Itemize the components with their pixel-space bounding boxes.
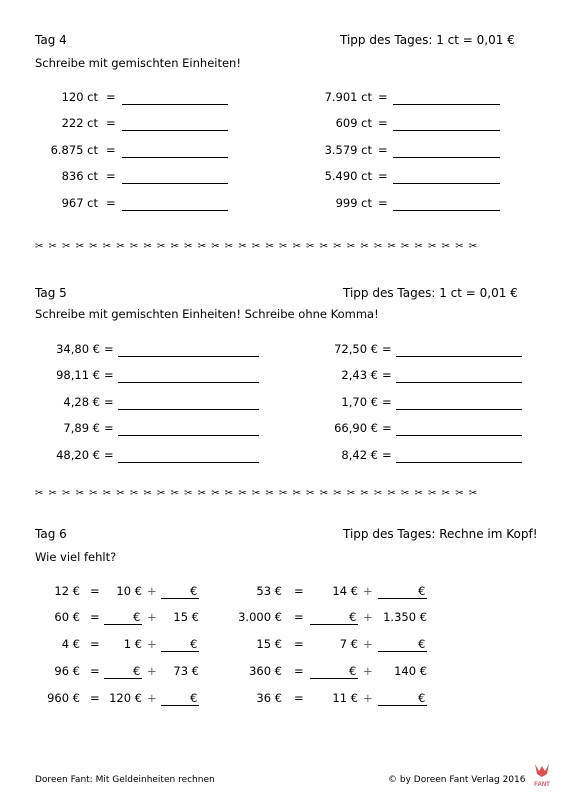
- tag6-right-plus: +: [363, 664, 373, 678]
- tag6-left-answer-line[interactable]: [104, 624, 142, 625]
- tag6-right-answer-line[interactable]: [310, 624, 358, 625]
- tag6-left-given-a: 120 €: [109, 691, 142, 705]
- tag4-left-amount: 6.875 ct: [50, 143, 98, 157]
- tag4-right-answer-line[interactable]: [393, 183, 500, 184]
- tag5-right-answer-line[interactable]: [396, 435, 522, 436]
- tag6-right-eq: =: [294, 664, 304, 678]
- tag6-right-eq: =: [294, 691, 304, 705]
- tag5-right-answer-line[interactable]: [396, 356, 522, 357]
- tag6-left-given-a: 10 €: [116, 584, 142, 598]
- tag5-right-eq: =: [382, 448, 392, 462]
- tag4-left-answer-line[interactable]: [122, 104, 228, 105]
- tag5-left-amount: 98,11 €: [56, 368, 100, 382]
- tag6-left-eq: =: [90, 610, 100, 624]
- tag5-right-answer-line[interactable]: [396, 382, 522, 383]
- tag5-left-answer-line[interactable]: [118, 462, 259, 463]
- tag4-left-answer-line[interactable]: [122, 157, 228, 158]
- tag4-left-amount: 120 ct: [61, 90, 98, 104]
- tag6-left-eq: =: [90, 637, 100, 651]
- tag5-left-amount: 7,89 €: [63, 421, 100, 435]
- tag6-left-euro: €: [190, 637, 198, 651]
- tag6-right-euro: €: [418, 691, 426, 705]
- tag6-left-total: 96 €: [54, 664, 80, 678]
- tag6-left-given-b: 73 €: [173, 664, 199, 678]
- tag6-right-euro: €: [349, 610, 357, 624]
- tag6-right-total: 53 €: [256, 584, 282, 598]
- tag6-left-answer-line[interactable]: [104, 678, 142, 679]
- tag5-title: Tag 5: [35, 286, 67, 300]
- tag4-right-answer-line[interactable]: [393, 104, 500, 105]
- tag4-right-amount: 609 ct: [335, 116, 372, 130]
- tag6-left-euro: €: [190, 691, 198, 705]
- tag6-right-given-b: 140 €: [394, 664, 427, 678]
- tag6-right-plus: +: [363, 637, 373, 651]
- tag6-right-given-a: 14 €: [332, 584, 358, 598]
- tag5-left-eq: =: [104, 368, 114, 382]
- tag6-left-total: 60 €: [54, 610, 80, 624]
- tag5-left-answer-line[interactable]: [118, 435, 259, 436]
- tag5-left-amount: 34,80 €: [56, 342, 100, 356]
- tag4-left-answer-line[interactable]: [122, 210, 228, 211]
- tag6-left-euro: €: [190, 584, 198, 598]
- tag5-right-eq: =: [382, 342, 392, 356]
- publisher-logo-icon: [529, 762, 555, 788]
- tag4-right-amount: 7.901 ct: [324, 90, 372, 104]
- tag4-left-eq: =: [106, 90, 116, 104]
- tag6-right-plus: +: [363, 584, 373, 598]
- tag6-left-plus: +: [147, 691, 157, 705]
- tag5-right-amount: 72,50 €: [334, 342, 378, 356]
- tag6-left-euro: €: [133, 664, 141, 678]
- tag4-right-eq: =: [378, 143, 388, 157]
- tag4-left-amount: 836 ct: [61, 169, 98, 183]
- tag6-right-given-a: 7 €: [339, 637, 358, 651]
- tag5-instruction: Schreibe mit gemischten Einheiten! Schreibe ohne Komma!: [35, 307, 379, 321]
- footer-left: Doreen Fant: Mit Geldeinheiten rechnen: [35, 775, 215, 785]
- tag4-right-eq: =: [378, 169, 388, 183]
- tag5-right-eq: =: [382, 368, 392, 382]
- tag6-right-eq: =: [294, 637, 304, 651]
- tag6-title: Tag 6: [35, 527, 67, 541]
- cut-line-1: ✂ ✂ ✂ ✂ ✂ ✂ ✂ ✂ ✂ ✂ ✂ ✂ ✂ ✂ ✂ ✂ ✂ ✂ ✂ ✂ ✂ ✂ ✂ ✂ ✂ ✂ ✂ ✂ ✂ ✂ ✂ ✂ ✂: [35, 241, 479, 252]
- footer-right: © by Doreen Fant Verlag 2016: [388, 775, 526, 785]
- tag6-left-total: 12 €: [54, 584, 80, 598]
- tag5-right-eq: =: [382, 395, 392, 409]
- tag4-left-eq: =: [106, 116, 116, 130]
- tag6-instruction: Wie viel fehlt?: [35, 550, 117, 564]
- tag5-right-amount: 66,90 €: [334, 421, 378, 435]
- tag6-right-answer-line[interactable]: [378, 598, 427, 599]
- tag5-left-answer-line[interactable]: [118, 409, 259, 410]
- tag4-left-eq: =: [106, 143, 116, 157]
- tag4-title: Tag 4: [35, 33, 67, 47]
- tag6-right-total: 15 €: [256, 637, 282, 651]
- tag6-left-plus: +: [147, 664, 157, 678]
- tag6-left-answer-line[interactable]: [161, 705, 199, 706]
- tag6-left-given-a: 1 €: [123, 637, 142, 651]
- tag6-right-euro: €: [418, 584, 426, 598]
- tag6-right-answer-line[interactable]: [378, 705, 427, 706]
- tag5-right-amount: 1,70 €: [341, 395, 378, 409]
- tag5-left-eq: =: [104, 395, 114, 409]
- tag5-tip: Tipp des Tages: 1 ct = 0,01 €: [343, 286, 518, 300]
- tag6-left-eq: =: [90, 584, 100, 598]
- tag5-right-eq: =: [382, 421, 392, 435]
- tag4-right-amount: 5.490 ct: [324, 169, 372, 183]
- tag4-left-eq: =: [106, 196, 116, 210]
- tag5-left-answer-line[interactable]: [118, 382, 259, 383]
- tag4-instruction: Schreibe mit gemischten Einheiten!: [35, 56, 241, 70]
- tag6-right-answer-line[interactable]: [378, 651, 427, 652]
- tag4-right-eq: =: [378, 116, 388, 130]
- tag6-right-euro: €: [349, 664, 357, 678]
- tag6-right-given-b: 1.350 €: [383, 610, 427, 624]
- tag6-left-total: 960 €: [47, 691, 80, 705]
- tag4-right-eq: =: [378, 196, 388, 210]
- tag5-left-eq: =: [104, 421, 114, 435]
- tag4-right-eq: =: [378, 90, 388, 104]
- tag6-left-total: 4 €: [61, 637, 80, 651]
- tag6-left-plus: +: [147, 584, 157, 598]
- tag6-right-euro: €: [418, 637, 426, 651]
- tag6-left-eq: =: [90, 691, 100, 705]
- tag4-right-answer-line[interactable]: [393, 130, 500, 131]
- tag6-right-answer-line[interactable]: [310, 678, 358, 679]
- tag6-right-given-a: 11 €: [332, 691, 358, 705]
- tag6-left-euro: €: [133, 610, 141, 624]
- tag6-left-plus: +: [147, 610, 157, 624]
- tag4-right-answer-line[interactable]: [393, 210, 500, 211]
- tag5-right-answer-line[interactable]: [396, 462, 522, 463]
- tag4-right-answer-line[interactable]: [393, 157, 500, 158]
- tag6-right-total: 36 €: [256, 691, 282, 705]
- tag6-left-answer-line[interactable]: [161, 651, 199, 652]
- tag5-left-eq: =: [104, 342, 114, 356]
- tag5-left-eq: =: [104, 448, 114, 462]
- svg-text:FANT: FANT: [534, 782, 550, 788]
- tag5-right-amount: 2,43 €: [341, 368, 378, 382]
- cut-line-2: ✂ ✂ ✂ ✂ ✂ ✂ ✂ ✂ ✂ ✂ ✂ ✂ ✂ ✂ ✂ ✂ ✂ ✂ ✂ ✂ ✂ ✂ ✂ ✂ ✂ ✂ ✂ ✂ ✂ ✂ ✂ ✂ ✂: [35, 488, 479, 499]
- tag4-right-amount: 3.579 ct: [324, 143, 372, 157]
- tag6-right-total: 3.000 €: [238, 610, 282, 624]
- tag6-left-answer-line[interactable]: [161, 598, 199, 599]
- tag6-right-plus: +: [363, 691, 373, 705]
- tag6-right-eq: =: [294, 584, 304, 598]
- tag5-right-amount: 8,42 €: [341, 448, 378, 462]
- tag5-right-answer-line[interactable]: [396, 409, 522, 410]
- tag6-left-given-b: 15 €: [173, 610, 199, 624]
- tag4-tip: Tipp des Tages: 1 ct = 0,01 €: [340, 33, 515, 47]
- tag5-left-amount: 48,20 €: [56, 448, 100, 462]
- tag4-left-amount: 222 ct: [61, 116, 98, 130]
- tag5-left-answer-line[interactable]: [118, 356, 259, 357]
- tag4-right-amount: 999 ct: [335, 196, 372, 210]
- tag4-left-eq: =: [106, 169, 116, 183]
- tag4-left-answer-line[interactable]: [122, 183, 228, 184]
- tag6-tip: Tipp des Tages: Rechne im Kopf!: [343, 527, 538, 541]
- tag6-left-eq: =: [90, 664, 100, 678]
- tag6-right-plus: +: [363, 610, 373, 624]
- tag6-left-plus: +: [147, 637, 157, 651]
- tag6-right-eq: =: [294, 610, 304, 624]
- tag5-left-amount: 4,28 €: [63, 395, 100, 409]
- tag4-left-answer-line[interactable]: [122, 130, 228, 131]
- tag6-right-total: 360 €: [249, 664, 282, 678]
- tag4-left-amount: 967 ct: [61, 196, 98, 210]
